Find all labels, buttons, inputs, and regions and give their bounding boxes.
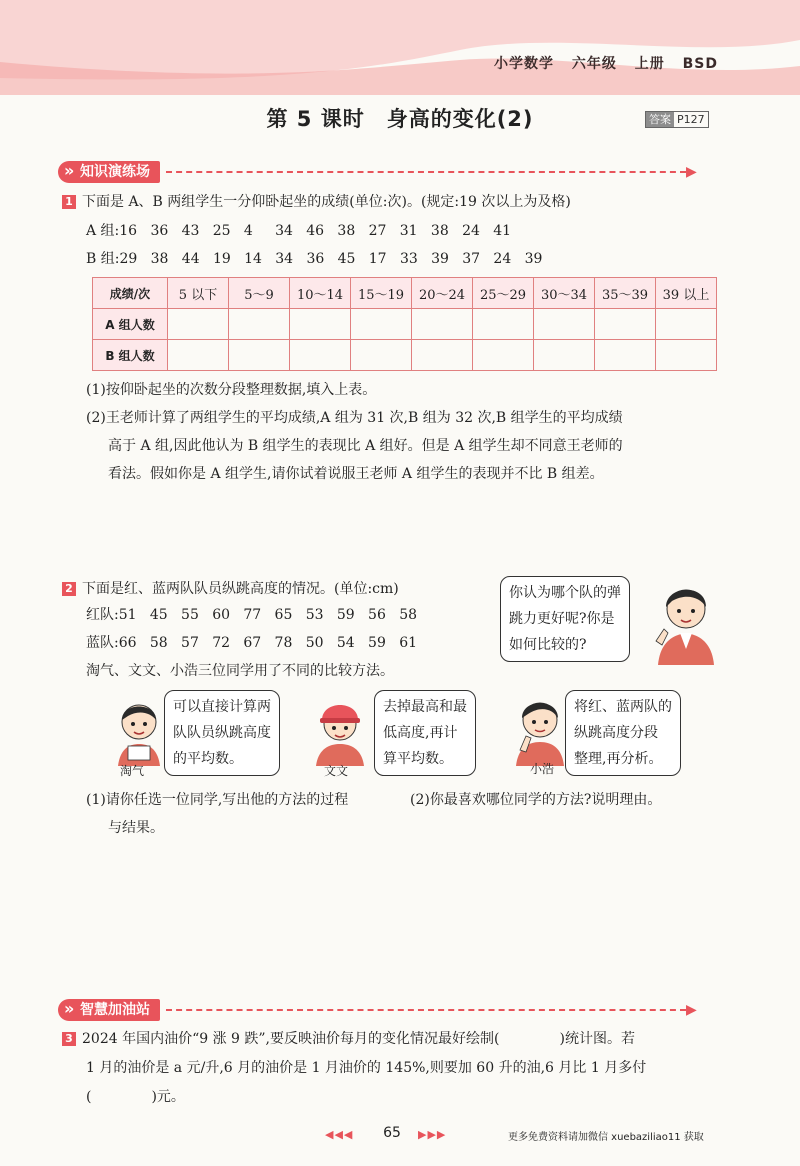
wenwen-illustration [310,694,370,766]
xiaohao-speech-bubble: 将红、蓝两队的 纵跳高度分段 整理,再分析。 [565,690,681,776]
grade-label: 六年级 [571,56,617,72]
wenwen-name: 文文 [324,764,349,778]
q1-part2-line2: 高于 A 组,因此他认为 B 组学生的表现比 A 组好。但是 A 组学生却不同意王老师的 [108,438,623,454]
answer-cell[interactable] [595,309,656,340]
q1-part2-line1: (2)王老师计算了两组学生的平均成绩,A 组为 31 次,B 组为 32 次,B 组学生的平均成绩 [86,410,623,426]
answer-cell[interactable] [229,340,290,371]
question-number: 3 [62,1032,76,1046]
row-label: B 组人数 [93,340,168,371]
answer-cell[interactable] [412,340,473,371]
answer-cell[interactable] [656,340,717,371]
q3-line2: 1 月的油价是 a 元/升,6 月的油价是 1 月油价的 145%,则要加 60 升的油,6 月比 1 月多付 [86,1060,647,1076]
answer-page: P127 [677,113,705,126]
teacher-speech-bubble: 你认为哪个队的弹 跳力更好呢?你是 如何比较的? [500,576,630,662]
taoqi-name: 淘气 [120,764,145,778]
table-header-row [93,278,717,309]
table-header-cell: 5 以下 [168,278,229,309]
q1-stem: 1 下面是 A、B 两组学生一分仰卧起坐的成绩(单位:次)。(规定:19 次以上为及格) [62,192,571,212]
row-label: A 组人数 [93,309,168,340]
q2-intro: 淘气、文文、小浩三位同学用了不同的比较方法。 [86,663,394,679]
q3-line1: 3 2024 年国内油价“9 涨 9 跌”,要反映油价每月的变化情况最好绘制( )统计图。若 [62,1029,635,1049]
section-label: » 智慧加油站 [58,999,160,1021]
answer-label: 答案 [646,112,674,127]
score-table [92,277,717,371]
teacher-illustration [650,573,722,665]
lesson-topic: 身高的变化(2) [386,107,534,131]
xiaohao-illustration [512,690,568,766]
next-arrows-icon: ▶▶▶ [418,1128,447,1141]
answer-cell[interactable] [534,340,595,371]
edition-label: BSD [682,56,718,72]
section-header-challenge [58,998,697,1022]
table-row-group-a [93,309,717,340]
section-divider [166,171,686,173]
answer-cell[interactable] [534,309,595,340]
arrow-right-icon: ▶ [686,1002,697,1018]
table-header-cell: 35～39 [595,278,656,309]
q2-blue-team: 蓝队:66 58 57 72 67 78 50 54 59 61 [86,635,418,651]
taoqi-speech-bubble: 可以直接计算两 队队员纵跳高度 的平均数。 [164,690,280,776]
q2-stem: 2 下面是红、蓝两队队员纵跳高度的情况。(单位:cm) [62,579,399,599]
header-band [0,0,800,95]
xiaohao-name: 小浩 [530,762,555,776]
section-label: » 知识演练场 [58,161,160,183]
table-header-cell: 39 以上 [656,278,717,309]
q2-part1-line1: (1)请你任选一位同学,写出他的方法的过程 [86,792,349,808]
answer-cell[interactable] [290,340,351,371]
table-header-cell: 25～29 [473,278,534,309]
q1-part1: (1)按仰卧起坐的次数分段整理数据,填入上表。 [86,382,377,398]
wenwen-speech-bubble: 去掉最高和最 低高度,再计 算平均数。 [374,690,476,776]
header-meta [482,53,718,73]
q2-part2: (2)你最喜欢哪位同学的方法?说明理由。 [410,792,662,808]
answer-cell[interactable] [229,309,290,340]
answer-cell[interactable] [290,309,351,340]
q2-red-team: 红队:51 45 55 60 77 65 53 59 56 58 [86,607,418,623]
q1-group-a: A 组:16 36 43 25 4 34 46 38 27 31 38 24 41 [86,223,512,239]
volume-label: 上册 [634,56,665,72]
table-header-cell: 20～24 [412,278,473,309]
answer-cell[interactable] [168,309,229,340]
q1-part2-line3: 看法。假如你是 A 组学生,请你试着说服王老师 A 组学生的表现并不比 B 组差。 [108,466,604,482]
answer-cell[interactable] [595,340,656,371]
watermark-text: 更多免费资料请加微信 xuebaziliao11 获取 [508,1132,704,1143]
answer-cell[interactable] [473,309,534,340]
section-divider [166,1009,686,1011]
answer-cell[interactable] [351,309,412,340]
taoqi-illustration [112,694,166,766]
subject-label: 小学数学 [494,56,554,72]
table-header-cell: 5～9 [229,278,290,309]
question-number: 1 [62,195,76,209]
question-number: 2 [62,582,76,596]
lesson-number: 第 5 课时 [266,107,365,131]
page-number: 65 [383,1125,401,1141]
prev-arrows-icon: ◀◀◀ [325,1128,354,1141]
answer-ref [645,111,709,128]
arrow-right-icon: ▶ [686,164,697,180]
q1-group-b: B 组:29 38 44 19 14 34 36 45 17 33 39 37 24 39 [86,251,543,267]
section-header-practice [58,160,697,184]
table-header-cell: 15～19 [351,278,412,309]
answer-cell[interactable] [656,309,717,340]
q3-line3: ( )元。 [86,1089,185,1105]
table-header-cell: 30～34 [534,278,595,309]
answer-cell[interactable] [412,309,473,340]
table-row-group-b [93,340,717,371]
answer-cell[interactable] [168,340,229,371]
q2-part1-line2: 与结果。 [108,820,164,836]
table-header-cell: 10～14 [290,278,351,309]
answer-cell[interactable] [351,340,412,371]
answer-cell[interactable] [473,340,534,371]
table-header-cell: 成绩/次 [93,278,168,309]
